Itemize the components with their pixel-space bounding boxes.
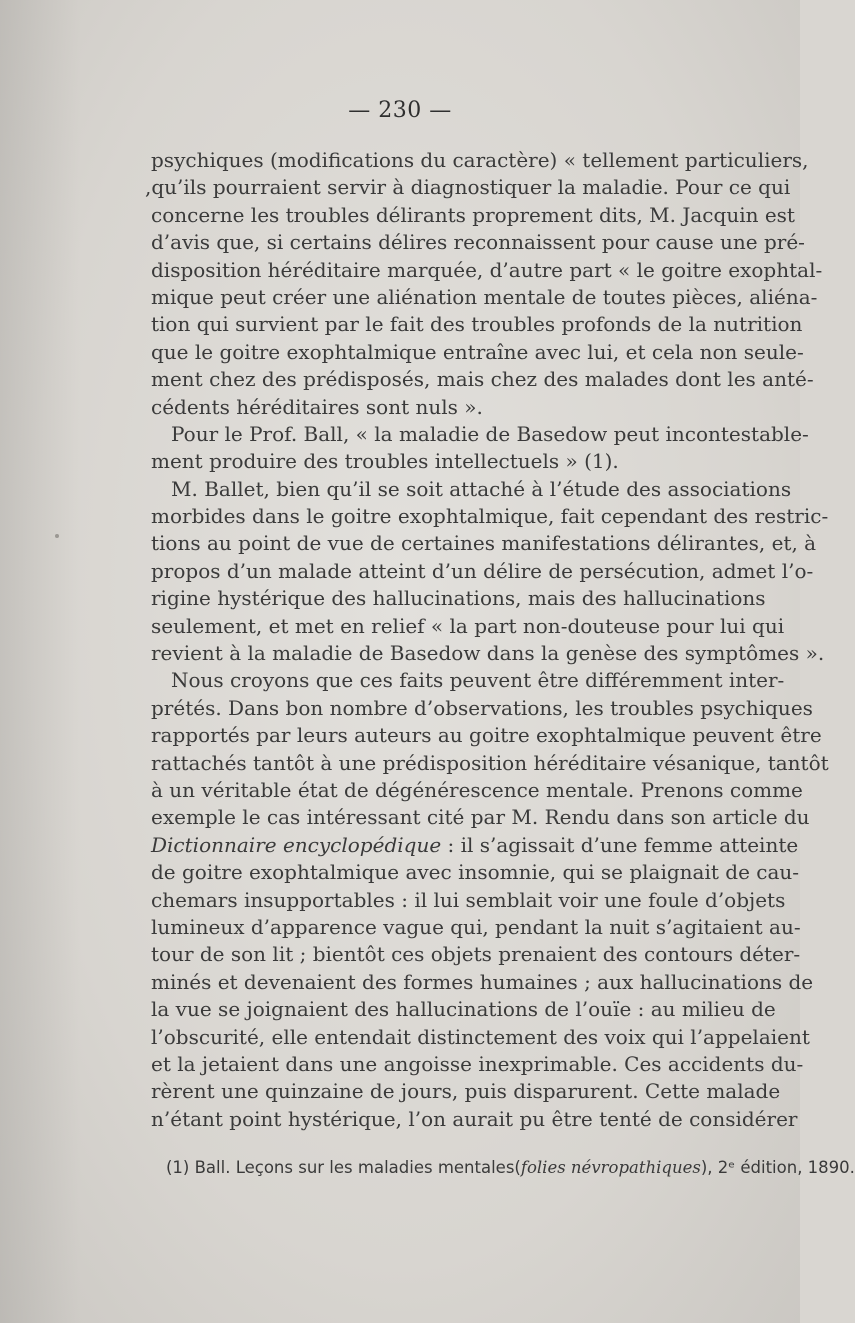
text-line: tions au point de vue de certaines manifestations délirantes, et, à [151,531,817,556]
text-line: tour de son lit ; bientôt ces objets prenaient des contours déter- [151,942,801,967]
text-line: prétés. Dans bon nombre d’observations, les troubles psychiques [151,695,813,720]
text-line: psychiques (modifications du caractère) « tellement particuliers, [151,148,809,172]
text-line: M. Ballet, bien qu’il se soit attaché à l’étude des associations [171,476,792,501]
dictionary-title: Dictionnaire encyclopédique [151,832,442,857]
text-line: tion qui survient par le fait des troubles profonds de la nutrition [151,312,803,337]
text-line: ,qu’ils pourraient servir à diagnostiquer la maladie. Pour ce qui [145,175,791,200]
footnote-italic: folies névropathiques [520,1158,701,1177]
text-line: ment chez des prédisposés, mais chez des malades dont les anté- [151,367,814,392]
text-line: seulement, et met en relief « la part non-douteuse pour lui qui [151,613,785,638]
text-line: propos d’un malade atteint d’un délire de persécution, admet l’o- [151,558,814,583]
text-line: ment produire des troubles intellectuels » (1). [151,449,619,474]
text-line: lumineux d’apparence vague qui, pendant la nuit s’agitaient au- [151,914,801,939]
text-line: revient à la maladie de Basedow dans la genèse des symptômes ». [151,641,825,666]
text-line: Pour le Prof. Ball, « la maladie de Basedow peut incontestable- [171,421,809,446]
text-line: n’étant point hystérique, l’on aurait pu être tenté de considérer [151,1106,798,1131]
text-line: rattachés tantôt à une prédisposition héréditaire vésanique, tantôt [151,750,829,775]
text-line: minés et devenaient des formes humaines ; aux hallucinations de [151,969,814,994]
text-line: à un véritable état de dégénérescence mentale. Prenons comme [151,777,803,802]
text-line: de goitre exophtalmique avec insomnie, qui se plaignait de cau- [151,860,800,885]
body-text [145,147,829,1133]
page-number: — 230 — [348,98,452,123]
text-line: l’obscurité, elle entendait distinctement des voix qui l’appelaient [151,1024,810,1049]
text-line: que le goitre exophtalmique entraîne avec lui, et cela non seule- [151,339,804,364]
text-line: morbides dans le goitre exophtalmique, fait cependant des restric- [151,504,829,529]
text-line: et la jetaient dans une angoisse inexprimable. Ces accidents du- [151,1051,804,1076]
text-line: chemars insupportables : il lui semblait voir une foule d’objets [151,887,786,912]
footnote-text-end: ), 2ᵉ édition, 1890. [700,1158,855,1177]
footnote [166,1158,855,1177]
text-line: rèrent une quinzaine de jours, puis disparurent. Cette malade [151,1079,781,1104]
text-line: la vue se joignaient des hallucinations de l’ouïe : au milieu de [151,997,776,1022]
text-line: d’avis que, si certains délires reconnaissent pour cause une pré- [151,230,805,255]
text-line: rapportés par leurs auteurs au goitre exophtalmique peuvent être [151,723,822,748]
text-line-with-title [151,832,799,859]
text-line: Nous croyons que ces faits peuvent être différemment inter- [171,668,785,693]
text-line: mique peut créer une aliénation mentale de toutes pièces, aliéna- [151,284,818,309]
paper-speck [55,534,59,538]
text-line: disposition héréditaire marquée, d’autre part « le goitre exophtal- [151,257,823,282]
footnote-text: (1) Ball. Leçons sur les maladies mentales( [166,1158,521,1177]
text-line: concerne les troubles délirants proprement dits, M. Jacquin est [151,202,795,227]
text-line: rigine hystérique des hallucinations, mais des hallucinations [151,586,766,611]
text-line-rest: : il s’agissait d’une femme atteinte [441,832,799,857]
text-line: cédents héréditaires sont nuls ». [151,394,483,419]
text-line: exemple le cas intéressant cité par M. Rendu dans son article du [151,805,810,830]
